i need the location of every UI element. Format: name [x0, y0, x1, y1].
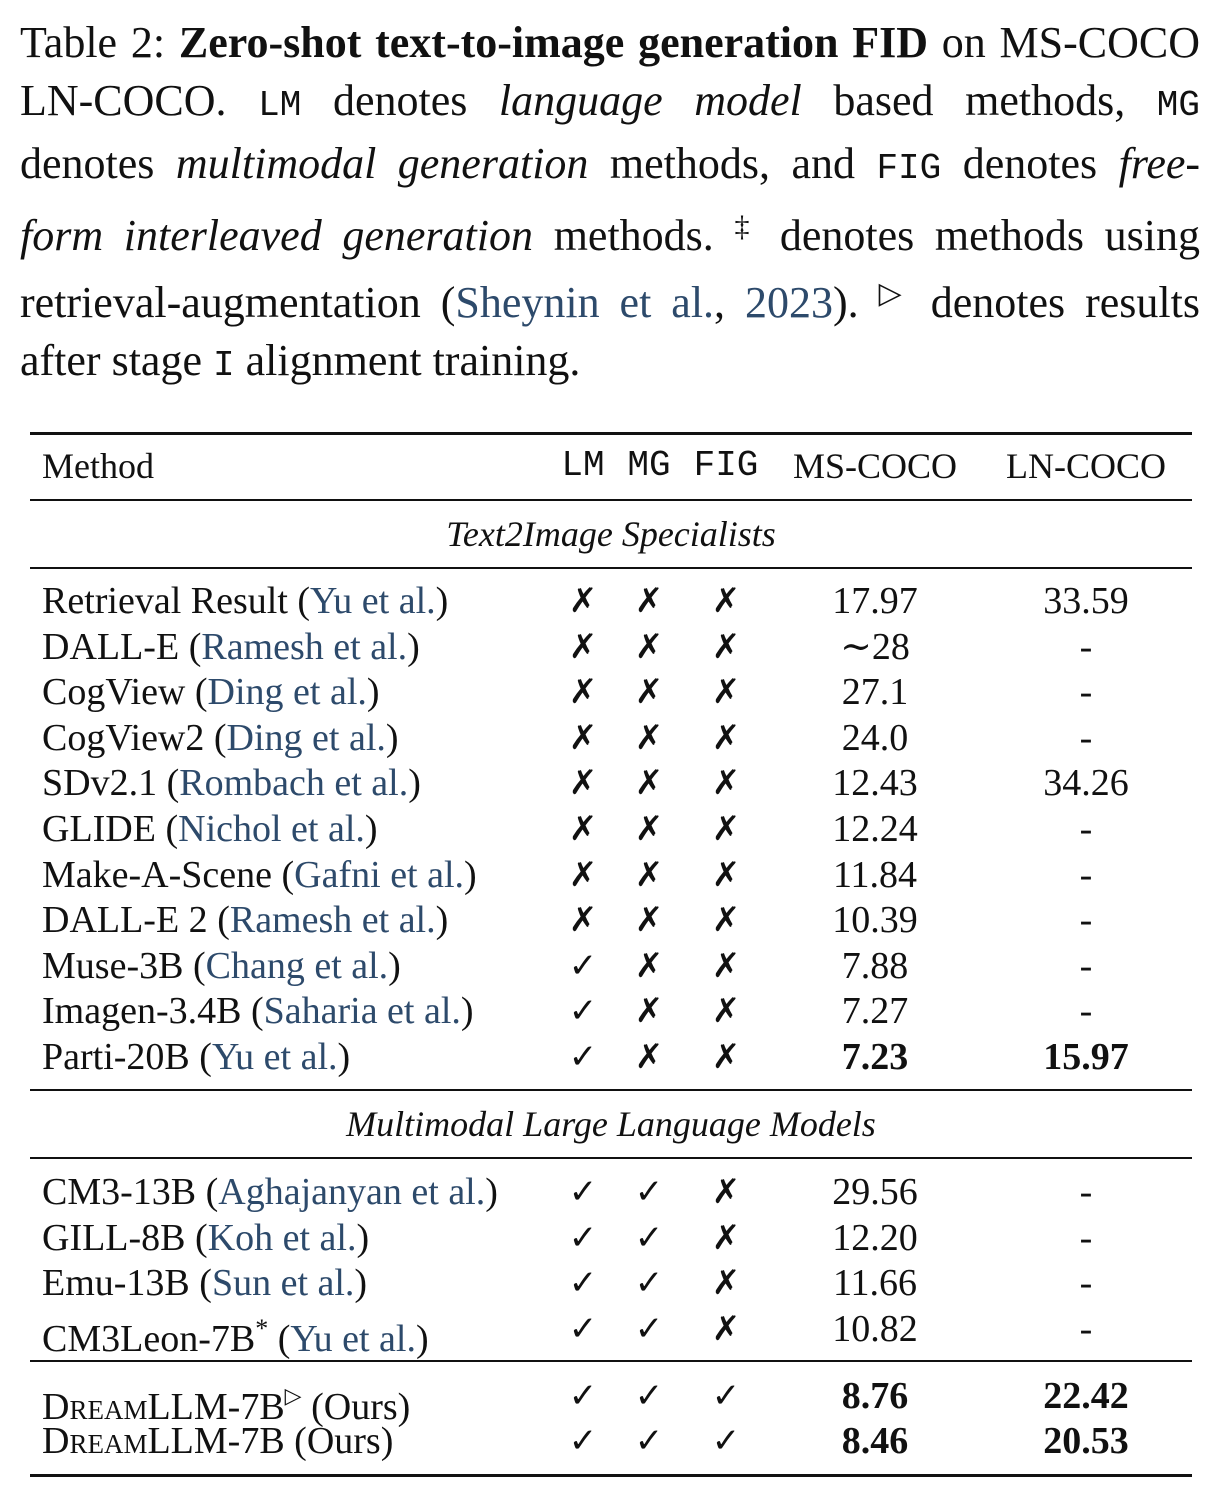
- caption-mg-def: multimodal generation: [175, 139, 589, 188]
- triangle-symbol: ▷: [878, 277, 911, 310]
- ln-coco-value: -: [1079, 1307, 1093, 1350]
- caption-text: based methods,: [833, 76, 1126, 125]
- fig-mark: ✗: [711, 900, 741, 941]
- table-row-method: [42, 1419, 393, 1463]
- method-name: Emu-13B: [42, 1262, 190, 1305]
- method-citation[interactable]: Yu et al.: [211, 1036, 338, 1078]
- table-row-method: Make-A-Scene (Gafni et al.): [42, 853, 477, 896]
- table-row-method: SDv2.1 (Rombach et al.): [42, 762, 421, 805]
- lm-mark: ✗: [568, 626, 598, 667]
- table-row-method: Parti-20B (Yu et al.): [42, 1036, 351, 1078]
- ms-coco-value: ∼28: [840, 625, 910, 668]
- table-row-method: DALL-E (Ramesh et al.): [42, 625, 420, 668]
- method-name: DALL-E 2: [42, 899, 208, 942]
- method-name: CogView: [42, 671, 186, 714]
- mg-mark: ✗: [634, 991, 664, 1032]
- ms-coco-value: 10.39: [832, 899, 918, 942]
- ms-coco-value: 12.43: [832, 762, 918, 805]
- lm-mark: ✓: [568, 991, 598, 1032]
- table-row-method: GLIDE (Nichol et al.): [42, 808, 378, 850]
- header-rule: [30, 499, 1192, 501]
- ln-coco-value: -: [1079, 808, 1093, 850]
- caption-text: alignment training.: [245, 336, 581, 385]
- method-name: DreamLLM-7B: [42, 1420, 285, 1462]
- method-name: CogView2: [42, 716, 205, 759]
- lm-mark: ✓: [568, 1376, 598, 1416]
- method-citation[interactable]: Chang et al.: [205, 944, 389, 987]
- caption-text: denotes: [962, 139, 1098, 188]
- lm-mark: ✗: [568, 900, 598, 941]
- method-citation[interactable]: Aghajanyan et al.: [218, 1171, 486, 1213]
- method-name: DALL-E: [42, 625, 180, 668]
- fig-mark: ✗: [711, 991, 741, 1032]
- method-name: GLIDE: [42, 808, 156, 850]
- mg-mark: ✓: [634, 1308, 664, 1349]
- mg-mark: ✗: [634, 672, 664, 713]
- method-citation[interactable]: Ding et al.: [226, 716, 386, 759]
- header-ln-coco: LN-COCO: [1006, 446, 1166, 486]
- fig-mark: ✗: [711, 626, 741, 667]
- section-rule: [30, 1360, 1192, 1362]
- table-caption: [20, 14, 1200, 395]
- lm-mark: ✗: [568, 854, 598, 895]
- ours-label: (Ours): [294, 1420, 394, 1462]
- fig-mark: ✗: [711, 717, 741, 758]
- method-citation[interactable]: Koh et al.: [207, 1216, 357, 1259]
- table-row-method: Imagen-3.4B (Saharia et al.): [42, 990, 474, 1033]
- mg-mark: ✓: [634, 1421, 664, 1461]
- ln-coco-value: -: [1079, 1216, 1093, 1259]
- caption-title: Zero-shot text-to-image generation FID: [178, 18, 929, 67]
- method-citation[interactable]: Yu et al.: [310, 580, 436, 622]
- table-row-method: Retrieval Result (Yu et al.): [42, 580, 449, 622]
- section-title: Multimodal Large Language Models: [346, 1104, 876, 1144]
- ln-coco-value: -: [1079, 716, 1093, 759]
- table-row-method: CM3Leon-7B* (Yu et al.): [42, 1313, 429, 1360]
- caption-lm-def: language model: [498, 76, 802, 125]
- caption-stage: I: [213, 345, 235, 386]
- section-rule: [30, 567, 1192, 569]
- fig-mark: ✓: [711, 1421, 741, 1461]
- table-row-method: Emu-13B (Sun et al.): [42, 1262, 368, 1305]
- mg-mark: ✗: [634, 763, 664, 804]
- section-rule: [30, 1157, 1192, 1159]
- ln-coco-value: -: [1079, 990, 1093, 1033]
- mg-mark: ✗: [634, 854, 664, 895]
- ln-coco-value: 22.42: [1043, 1375, 1129, 1417]
- ms-coco-value: 27.1: [841, 671, 909, 714]
- lm-mark: ✓: [568, 945, 598, 986]
- ms-coco-value: 7.88: [841, 944, 909, 987]
- lm-mark: ✓: [568, 1217, 598, 1258]
- fig-mark: ✗: [711, 763, 741, 804]
- caption-text: ,: [714, 278, 746, 327]
- table-row-method: GILL-8B (Koh et al.): [42, 1216, 370, 1259]
- caption-text: denotes: [332, 76, 468, 125]
- lm-mark: ✗: [568, 581, 598, 621]
- section-title: Text2Image Specialists: [446, 514, 776, 554]
- header-method: Method: [42, 446, 154, 486]
- citation-link[interactable]: Sheynin et al.: [455, 278, 715, 327]
- table-row-method: CM3-13B (Aghajanyan et al.): [42, 1171, 498, 1213]
- ln-coco-value: -: [1079, 625, 1093, 668]
- ms-coco-value: 29.56: [832, 1171, 918, 1213]
- ln-coco-value: -: [1079, 944, 1093, 987]
- section-rule: [30, 1089, 1192, 1091]
- ms-coco-value: 8.76: [841, 1375, 909, 1417]
- lm-mark: ✗: [568, 809, 598, 849]
- ours-label: (Ours): [311, 1386, 411, 1428]
- mg-mark: ✗: [634, 626, 664, 667]
- method-citation[interactable]: Ramesh et al.: [201, 625, 408, 668]
- method-name: Parti-20B: [42, 1036, 190, 1078]
- fig-mark: ✗: [711, 945, 741, 986]
- mg-mark: ✗: [634, 945, 664, 986]
- caption-lm: LM: [258, 85, 302, 126]
- header-fig: FIG: [693, 445, 759, 486]
- fig-mark: ✗: [711, 1308, 741, 1349]
- ms-coco-value: 10.82: [832, 1307, 918, 1350]
- fig-mark: ✗: [711, 1263, 741, 1304]
- method-citation[interactable]: Ramesh et al.: [229, 899, 436, 942]
- method-citation[interactable]: Nichol et al.: [178, 808, 365, 850]
- method-name: SDv2.1: [42, 762, 158, 805]
- lm-mark: ✓: [568, 1308, 598, 1349]
- ms-coco-value: 8.46: [841, 1420, 909, 1462]
- method-name: Retrieval Result: [42, 580, 288, 622]
- ln-coco-value: 20.53: [1043, 1420, 1129, 1462]
- method-name: GILL-8B: [42, 1216, 186, 1259]
- mg-mark: ✗: [634, 900, 664, 941]
- fig-mark: ✗: [711, 809, 741, 849]
- caption-text: denotes: [20, 139, 155, 188]
- method-name: CM3Leon-7B: [42, 1317, 256, 1360]
- ms-coco-value: 12.20: [832, 1216, 918, 1259]
- mg-mark: ✓: [634, 1263, 664, 1304]
- ms-coco-value: 24.0: [841, 716, 909, 759]
- method-name: CM3-13B: [42, 1171, 197, 1213]
- method-citation[interactable]: Saharia et al.: [263, 990, 461, 1033]
- ln-coco-value: -: [1079, 1262, 1093, 1305]
- fig-mark: ✗: [711, 1037, 741, 1077]
- caption-text: ).: [833, 278, 859, 327]
- caption-text: methods, and: [609, 139, 855, 188]
- lm-mark: ✗: [568, 717, 598, 758]
- lm-mark: ✓: [568, 1037, 598, 1077]
- ms-coco-value: 11.66: [832, 1262, 918, 1305]
- method-name: Muse-3B: [42, 944, 184, 987]
- header-lm: LM: [561, 445, 605, 486]
- mg-mark: ✗: [634, 1037, 664, 1077]
- lm-mark: ✓: [568, 1172, 598, 1212]
- ms-coco-value: 12.24: [832, 808, 918, 850]
- method-citation[interactable]: Ding et al.: [207, 671, 367, 714]
- method-citation[interactable]: Sun et al.: [211, 1262, 355, 1305]
- mg-mark: ✓: [634, 1172, 664, 1212]
- mg-mark: ✓: [634, 1217, 664, 1258]
- caption-text: methods.: [553, 211, 714, 260]
- method-citation[interactable]: Rombach et al.: [179, 762, 409, 805]
- ln-coco-value: 15.97: [1043, 1036, 1129, 1078]
- fig-mark: ✗: [711, 581, 741, 621]
- ln-coco-value: 33.59: [1043, 580, 1129, 622]
- dagger-symbol: ‡: [734, 210, 760, 243]
- caption-fig: FIG: [876, 148, 942, 189]
- method-name: Imagen-3.4B: [42, 990, 242, 1033]
- ms-coco-value: 17.97: [832, 580, 918, 622]
- ln-coco-value: -: [1079, 853, 1093, 896]
- fig-mark: ✗: [711, 1172, 741, 1212]
- fig-mark: ✗: [711, 854, 741, 895]
- caption-text: denotes methods using retrieval-augmentation (: [20, 211, 1201, 327]
- method-citation[interactable]: Gafni et al.: [294, 853, 465, 896]
- fig-mark: ✗: [711, 1217, 741, 1258]
- caption-text: on MS-COCO LN-COCO.: [20, 18, 1201, 125]
- lm-mark: ✓: [568, 1421, 598, 1461]
- header-mg: MG: [627, 445, 671, 486]
- ln-coco-value: -: [1079, 899, 1093, 942]
- caption-fig-def: free-form interleaved generation: [20, 139, 1201, 260]
- method-name: Make-A-Scene: [42, 853, 273, 896]
- method-superscript: ▷: [284, 1383, 302, 1408]
- method-citation[interactable]: Yu et al.: [290, 1317, 416, 1360]
- caption-mg: MG: [1156, 85, 1201, 126]
- ln-coco-value: -: [1079, 671, 1093, 714]
- citation-year-link[interactable]: 2023: [745, 278, 834, 327]
- table-row-method: DALL-E 2 (Ramesh et al.): [42, 899, 449, 942]
- caption-text: denotes results after stage: [20, 278, 1200, 385]
- table-row-method: CogView (Ding et al.): [42, 671, 380, 714]
- lm-mark: ✗: [568, 672, 598, 713]
- lm-mark: ✗: [568, 763, 598, 804]
- mg-mark: ✓: [634, 1376, 664, 1416]
- ln-coco-value: -: [1079, 1171, 1093, 1213]
- ms-coco-value: 11.84: [832, 853, 918, 896]
- fig-mark: ✓: [711, 1376, 741, 1416]
- mg-mark: ✗: [634, 809, 664, 849]
- method-name: DreamLLM-7B: [42, 1386, 285, 1428]
- ms-coco-value: 7.23: [841, 1036, 909, 1078]
- ln-coco-value: 34.26: [1043, 762, 1129, 805]
- table-row-method: CogView2 (Ding et al.): [42, 716, 399, 759]
- table-row-method: Muse-3B (Chang et al.): [42, 944, 401, 987]
- caption-label: Table 2:: [20, 18, 166, 67]
- lm-mark: ✓: [568, 1263, 598, 1304]
- ms-coco-value: 7.27: [841, 990, 909, 1033]
- fig-mark: ✗: [711, 672, 741, 713]
- method-superscript: *: [255, 1313, 269, 1343]
- mg-mark: ✗: [634, 581, 664, 621]
- mg-mark: ✗: [634, 717, 664, 758]
- top-rule: [30, 432, 1192, 435]
- header-ms-coco: MS-COCO: [792, 446, 958, 486]
- bottom-rule: [30, 1474, 1192, 1477]
